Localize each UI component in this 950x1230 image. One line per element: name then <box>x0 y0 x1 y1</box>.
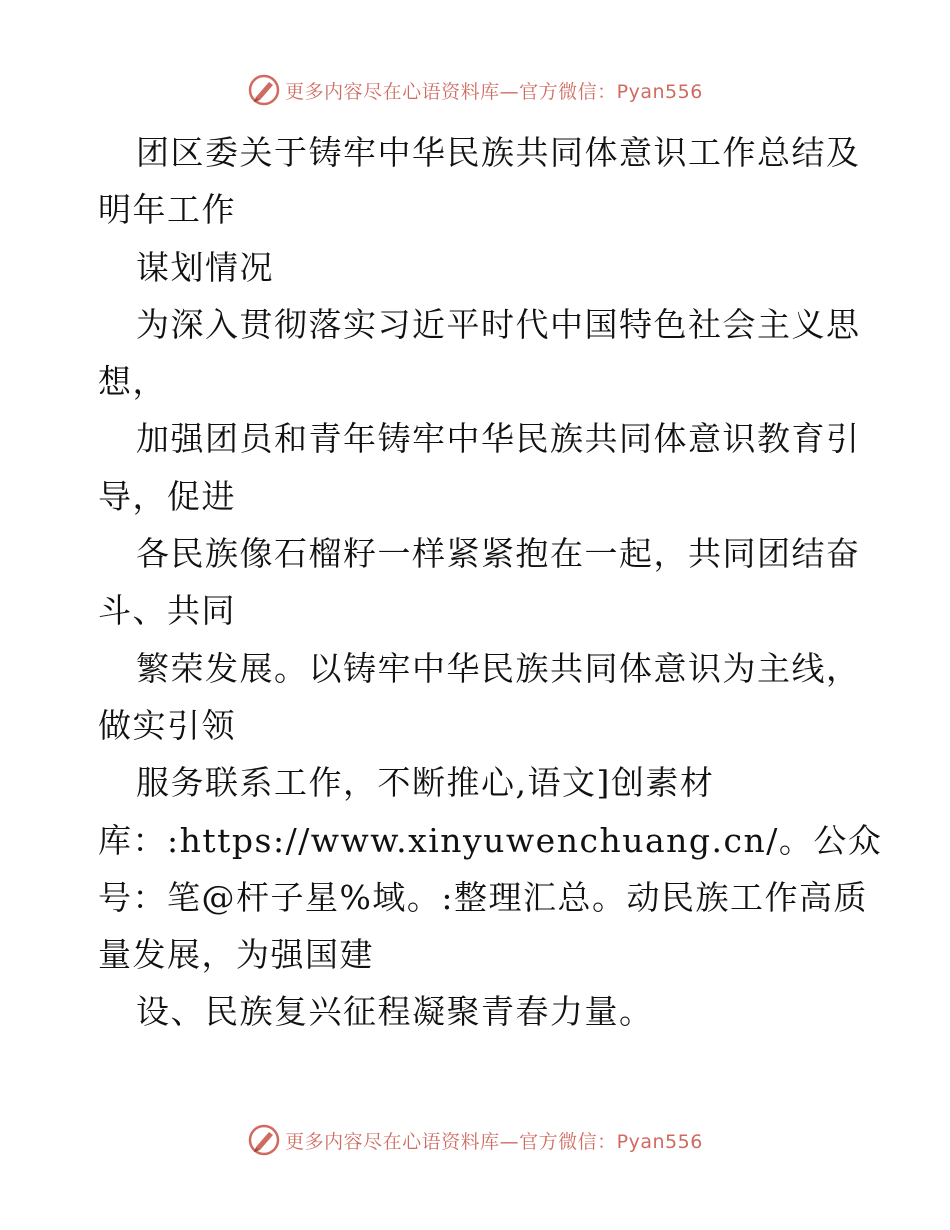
text-line: 库：:https://www.xinyuwenchuang.cn/。公众 <box>98 820 883 860</box>
header-watermark-banner <box>0 70 950 110</box>
text-line: 做实引领 <box>98 705 236 745</box>
text-line: 服务联系工作，不断推心,语文]创素材 <box>136 763 715 803</box>
document-body <box>98 124 883 1041</box>
pen-logo-icon <box>247 1123 281 1157</box>
text-line: 为深入贯彻落实习近平时代中国特色社会主义思 <box>136 304 861 344</box>
text-line: 导，促进 <box>98 476 236 516</box>
pen-logo-icon <box>247 73 281 107</box>
text-line: 量发展，为强国建 <box>98 935 374 975</box>
text-line: 繁荣发展。以铸牢中华民族共同体意识为主线， <box>136 648 861 688</box>
text-line: 谋划情况 <box>136 247 274 287</box>
text-line: 团区委关于铸牢中华民族共同体意识工作总结及 <box>136 133 861 172</box>
text-line: 斗、共同 <box>98 591 236 631</box>
text-line: 加强团员和青年铸牢中华民族共同体意识教育引 <box>136 419 861 459</box>
text-line: 明年工作 <box>98 190 236 230</box>
text-line: 设、民族复兴征程凝聚青春力量。 <box>136 992 654 1032</box>
footer-watermark-banner <box>0 1120 950 1160</box>
header-watermark-text: 更多内容尽在心语资料库—官方微信：Pyan556 <box>285 80 703 103</box>
footer-watermark-text: 更多内容尽在心语资料库—官方微信：Pyan556 <box>285 1130 703 1153</box>
text-line: 想， <box>98 362 167 402</box>
text-line: 号：笔@杆子星%域。:整理汇总。动民族工作高质 <box>98 877 868 917</box>
text-line: 各民族像石榴籽一样紧紧抱在一起，共同团结奋 <box>136 534 861 574</box>
